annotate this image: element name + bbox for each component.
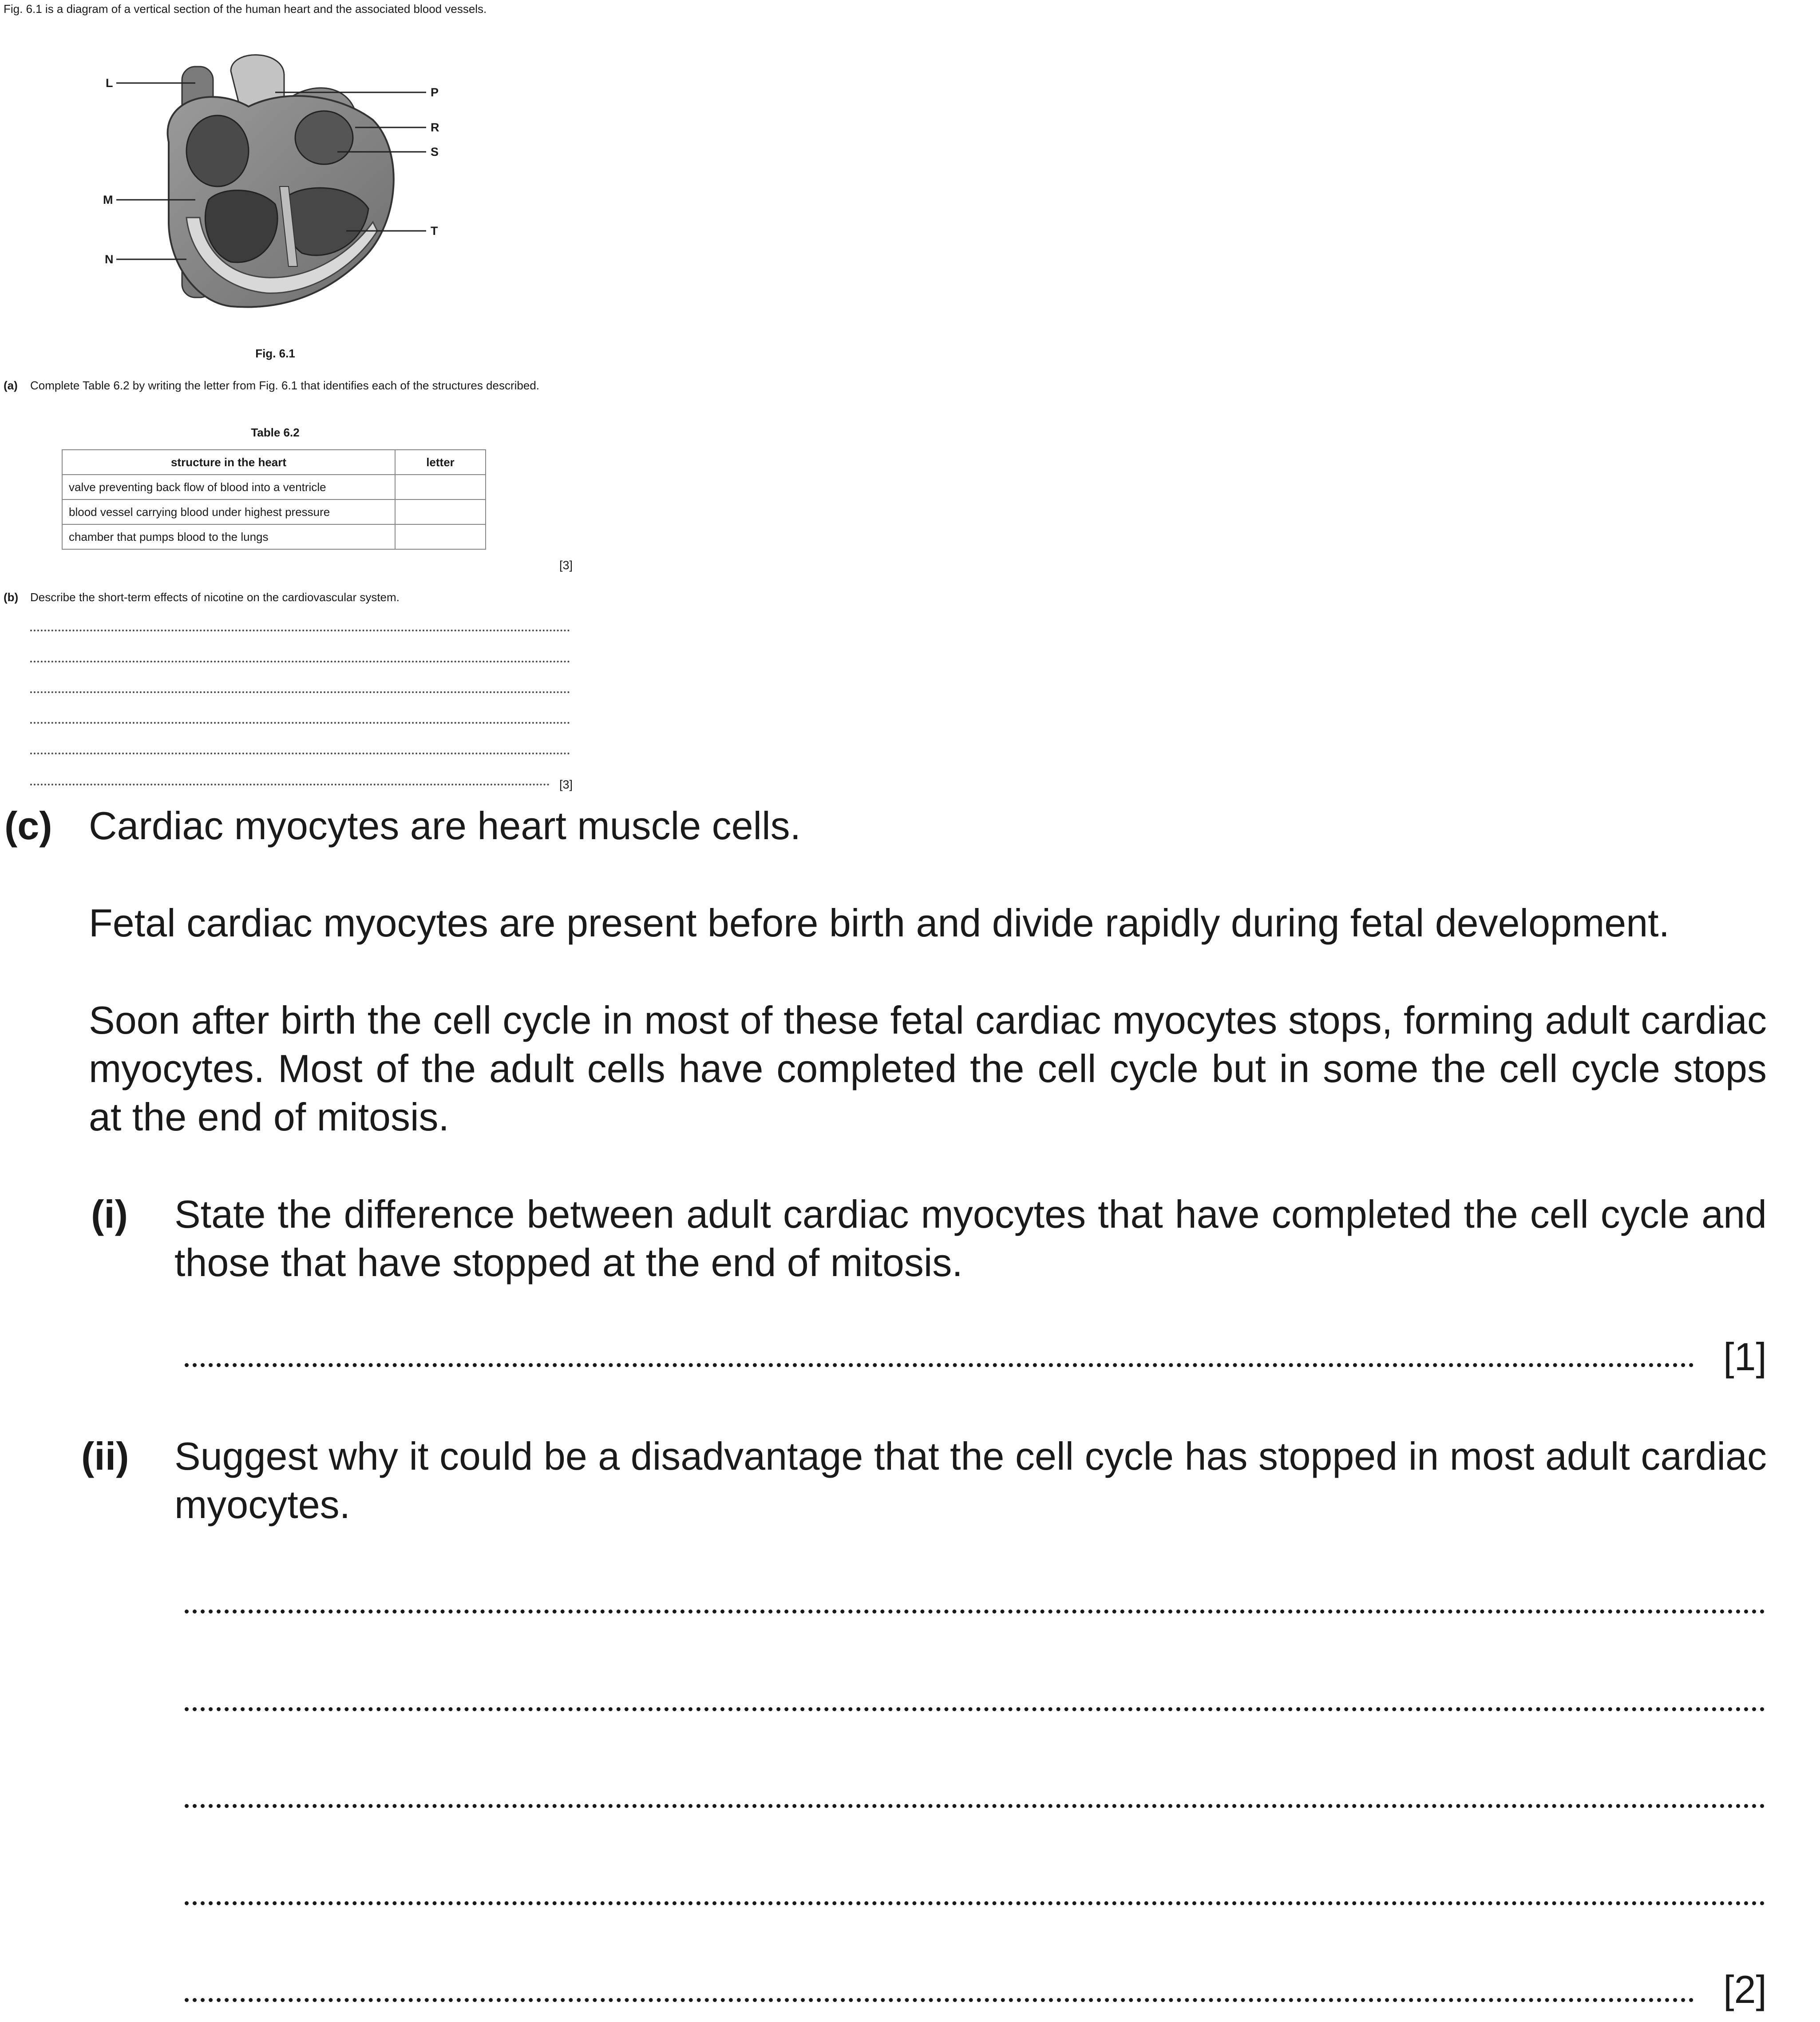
letter-answer-cell[interactable] xyxy=(395,524,486,549)
table-row xyxy=(62,524,486,549)
label-n: N xyxy=(105,253,114,266)
figure-caption: Fig. 6.1 xyxy=(255,347,295,360)
answer-line[interactable] xyxy=(30,753,570,754)
part-a-label: (a) xyxy=(4,379,18,392)
label-p: P xyxy=(431,86,439,99)
part-c-i-text: State the difference between adult cardiac myocytes that have completed the cell cycle and those that have stopped at the end of mitosis. xyxy=(174,1192,1767,1285)
table-title: Table 6.2 xyxy=(251,426,300,439)
answer-line[interactable] xyxy=(30,661,570,662)
label-l: L xyxy=(106,76,113,90)
label-s: S xyxy=(431,145,439,159)
structure-cell: blood vessel carrying blood under highest pressure xyxy=(62,500,395,524)
part-a-marks: [3] xyxy=(559,559,573,572)
part-c-i-label: (i) xyxy=(91,1192,128,1236)
structure-cell: chamber that pumps blood to the lungs xyxy=(62,524,395,549)
answer-line[interactable] xyxy=(30,784,550,785)
answer-line[interactable] xyxy=(185,1901,1765,1905)
answer-line[interactable] xyxy=(185,1610,1765,1614)
header-structure: structure in the heart xyxy=(62,450,395,475)
part-c-ii-label: (ii) xyxy=(81,1434,129,1478)
part-b-label: (b) xyxy=(4,591,19,604)
intro-text: Fig. 6.1 is a diagram of a vertical section of the human heart and the associated blood vessels. xyxy=(4,2,487,16)
answer-line[interactable] xyxy=(185,1804,1765,1808)
table-6-2 xyxy=(62,449,486,550)
label-r: R xyxy=(431,121,439,134)
answer-line[interactable] xyxy=(30,722,570,724)
part-c-paragraph-3: Soon after birth the cell cycle in most of these fetal cardiac myocytes stops, forming adult cardiac myocytes. Most of the adult cells have completed the cell cycle but in some the cell cycle stops at the end of mitosis. xyxy=(89,998,1767,1139)
part-a-text: Complete Table 6.2 by writing the letter from Fig. 6.1 that identifies each of the structures described. xyxy=(30,379,539,392)
label-t: T xyxy=(431,224,438,238)
answer-line[interactable] xyxy=(30,630,570,631)
part-c-label: (c) xyxy=(4,804,52,848)
answer-line[interactable] xyxy=(185,1998,1694,2002)
part-b-marks: [3] xyxy=(559,778,573,791)
part-c-paragraph-2: Fetal cardiac myocytes are present before birth and divide rapidly during fetal development. xyxy=(89,901,1670,945)
part-c-i-marks: [1] xyxy=(1723,1335,1767,1379)
answer-line[interactable] xyxy=(185,1363,1694,1367)
part-c-paragraph-1: Cardiac myocytes are heart muscle cells. xyxy=(89,804,801,848)
part-c-ii-text: Suggest why it could be a disadvantage that the cell cycle has stopped in most adult cardiac myocytes. xyxy=(174,1434,1767,1526)
label-m: M xyxy=(103,193,113,206)
heart-diagram xyxy=(0,53,488,337)
structure-cell: valve preventing back flow of blood into a ventricle xyxy=(62,475,395,500)
header-letter: letter xyxy=(395,450,486,475)
part-c-ii-marks: [2] xyxy=(1723,1967,1767,2011)
letter-answer-cell[interactable] xyxy=(395,500,486,524)
part-b-text: Describe the short-term effects of nicotine on the cardiovascular system. xyxy=(30,591,400,604)
answer-line[interactable] xyxy=(185,1707,1765,1711)
table-row xyxy=(62,500,486,524)
answer-line[interactable] xyxy=(30,691,570,693)
table-row xyxy=(62,475,486,500)
letter-answer-cell[interactable] xyxy=(395,475,486,500)
